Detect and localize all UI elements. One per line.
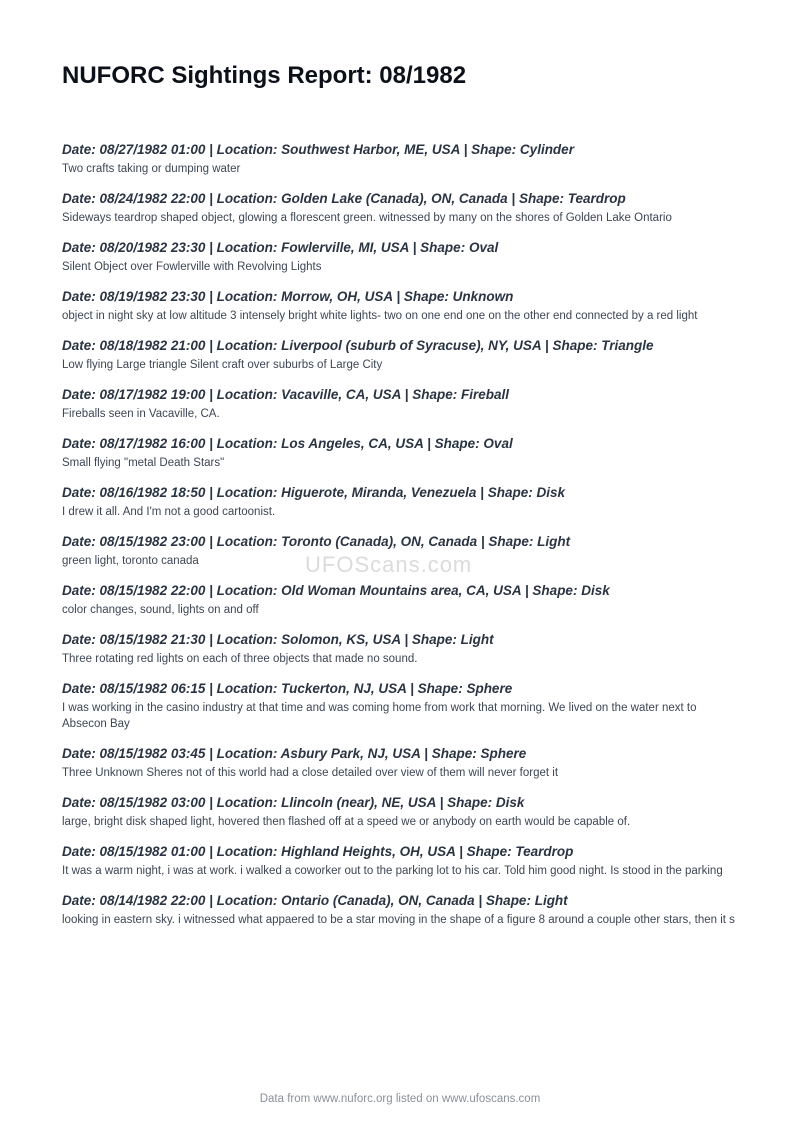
sighting-heading: Date: 08/15/1982 22:00 | Location: Old Woman Mountains area, CA, USA | Shape: Disk [62, 583, 610, 598]
sighting-description: Low flying Large triangle Silent craft over suburbs of Large City [62, 359, 383, 371]
sighting-heading: Date: 08/15/1982 03:45 | Location: Asbury Park, NJ, USA | Shape: Sphere [62, 746, 527, 761]
sighting-heading: Date: 08/27/1982 01:00 | Location: Southwest Harbor, ME, USA | Shape: Cylinder [62, 142, 574, 157]
sighting-entry [62, 581, 742, 618]
sighting-description: color changes, sound, lights on and off [62, 604, 259, 616]
sighting-description: Three Unknown Sheres not of this world had a close detailed over view of them will never forget it [62, 767, 559, 779]
sighting-entry [62, 630, 742, 667]
sighting-description: Sideways teardrop shaped object, glowing a florescent green. witnessed by many on the shores of Golden Lake Ontario [62, 212, 672, 224]
sighting-heading: Date: 08/17/1982 19:00 | Location: Vacaville, CA, USA | Shape: Fireball [62, 387, 509, 402]
sighting-description: I drew it all. And I'm not a good cartoonist. [62, 506, 276, 518]
sighting-heading: Date: 08/17/1982 16:00 | Location: Los Angeles, CA, USA | Shape: Oval [62, 436, 513, 451]
sighting-heading: Date: 08/15/1982 23:00 | Location: Toronto (Canada), ON, Canada | Shape: Light [62, 534, 571, 549]
sighting-description: Silent Object over Fowlerville with Revolving Lights [62, 261, 322, 273]
sighting-description: large, bright disk shaped light, hovered then flashed off at a speed we or anybody on earth would be capable of. [62, 816, 631, 828]
sighting-entry [62, 434, 742, 471]
sighting-entry [62, 287, 742, 324]
sighting-heading: Date: 08/16/1982 18:50 | Location: Higuerote, Miranda, Venezuela | Shape: Disk [62, 485, 565, 500]
sighting-description: I was working in the casino industry at that time and was coming home from work that morning. We lived on the water next to Absecon Bay [62, 702, 697, 730]
sighting-description: Small flying "metal Death Stars" [62, 457, 225, 469]
sighting-entry [62, 140, 742, 177]
footer-source-note: Data from www.nuforc.org listed on www.ufoscans.com [259, 1093, 541, 1105]
sighting-heading: Date: 08/18/1982 21:00 | Location: Liverpool (suburb of Syracuse), NY, USA | Shape: Triangle [62, 338, 654, 353]
sighting-heading: Date: 08/15/1982 06:15 | Location: Tuckerton, NJ, USA | Shape: Sphere [62, 681, 513, 696]
sighting-description: Fireballs seen in Vacaville, CA. [62, 408, 220, 420]
sighting-description: Two crafts taking or dumping water [62, 163, 241, 175]
sighting-entry [62, 891, 742, 928]
sighting-heading: Date: 08/15/1982 01:00 | Location: Highland Heights, OH, USA | Shape: Teardrop [62, 844, 574, 859]
sighting-heading: Date: 08/15/1982 03:00 | Location: Llincoln (near), NE, USA | Shape: Disk [62, 795, 525, 810]
sighting-entry [62, 679, 742, 732]
sighting-heading: Date: 08/24/1982 22:00 | Location: Golden Lake (Canada), ON, Canada | Shape: Teardrop [62, 191, 626, 206]
sighting-entry [62, 842, 742, 879]
sighting-description: Three rotating red lights on each of three objects that made no sound. [62, 653, 418, 665]
sighting-entry [62, 532, 742, 569]
sighting-entry [62, 189, 742, 226]
sighting-heading: Date: 08/14/1982 22:00 | Location: Ontario (Canada), ON, Canada | Shape: Light [62, 893, 568, 908]
sighting-entry [62, 793, 742, 830]
sighting-description: looking in eastern sky. i witnessed what appaered to be a star moving in the shape of a figure 8 around a couple other stars, then it s [62, 914, 735, 926]
sighting-entry [62, 385, 742, 422]
sighting-entry [62, 483, 742, 520]
sighting-entry [62, 744, 742, 781]
sighting-heading: Date: 08/20/1982 23:30 | Location: Fowlerville, MI, USA | Shape: Oval [62, 240, 499, 255]
sighting-heading: Date: 08/19/1982 23:30 | Location: Morrow, OH, USA | Shape: Unknown [62, 289, 514, 304]
sighting-entry [62, 238, 742, 275]
page-title: NUFORC Sightings Report: 08/1982 [62, 62, 467, 89]
sighting-heading: Date: 08/15/1982 21:30 | Location: Solomon, KS, USA | Shape: Light [62, 632, 494, 647]
sighting-entry [62, 336, 742, 373]
sighting-description: object in night sky at low altitude 3 intensely bright white lights- two on one end one on the other end connected by a red light [62, 310, 698, 322]
sighting-description: green light, toronto canada [62, 555, 199, 567]
sighting-description: It was a warm night, i was at work. i walked a coworker out to the parking lot to his car. Told him good night. Is stood in the parking [62, 865, 723, 877]
sightings-list [62, 140, 742, 940]
watermark: UFOScans.com [305, 552, 473, 577]
